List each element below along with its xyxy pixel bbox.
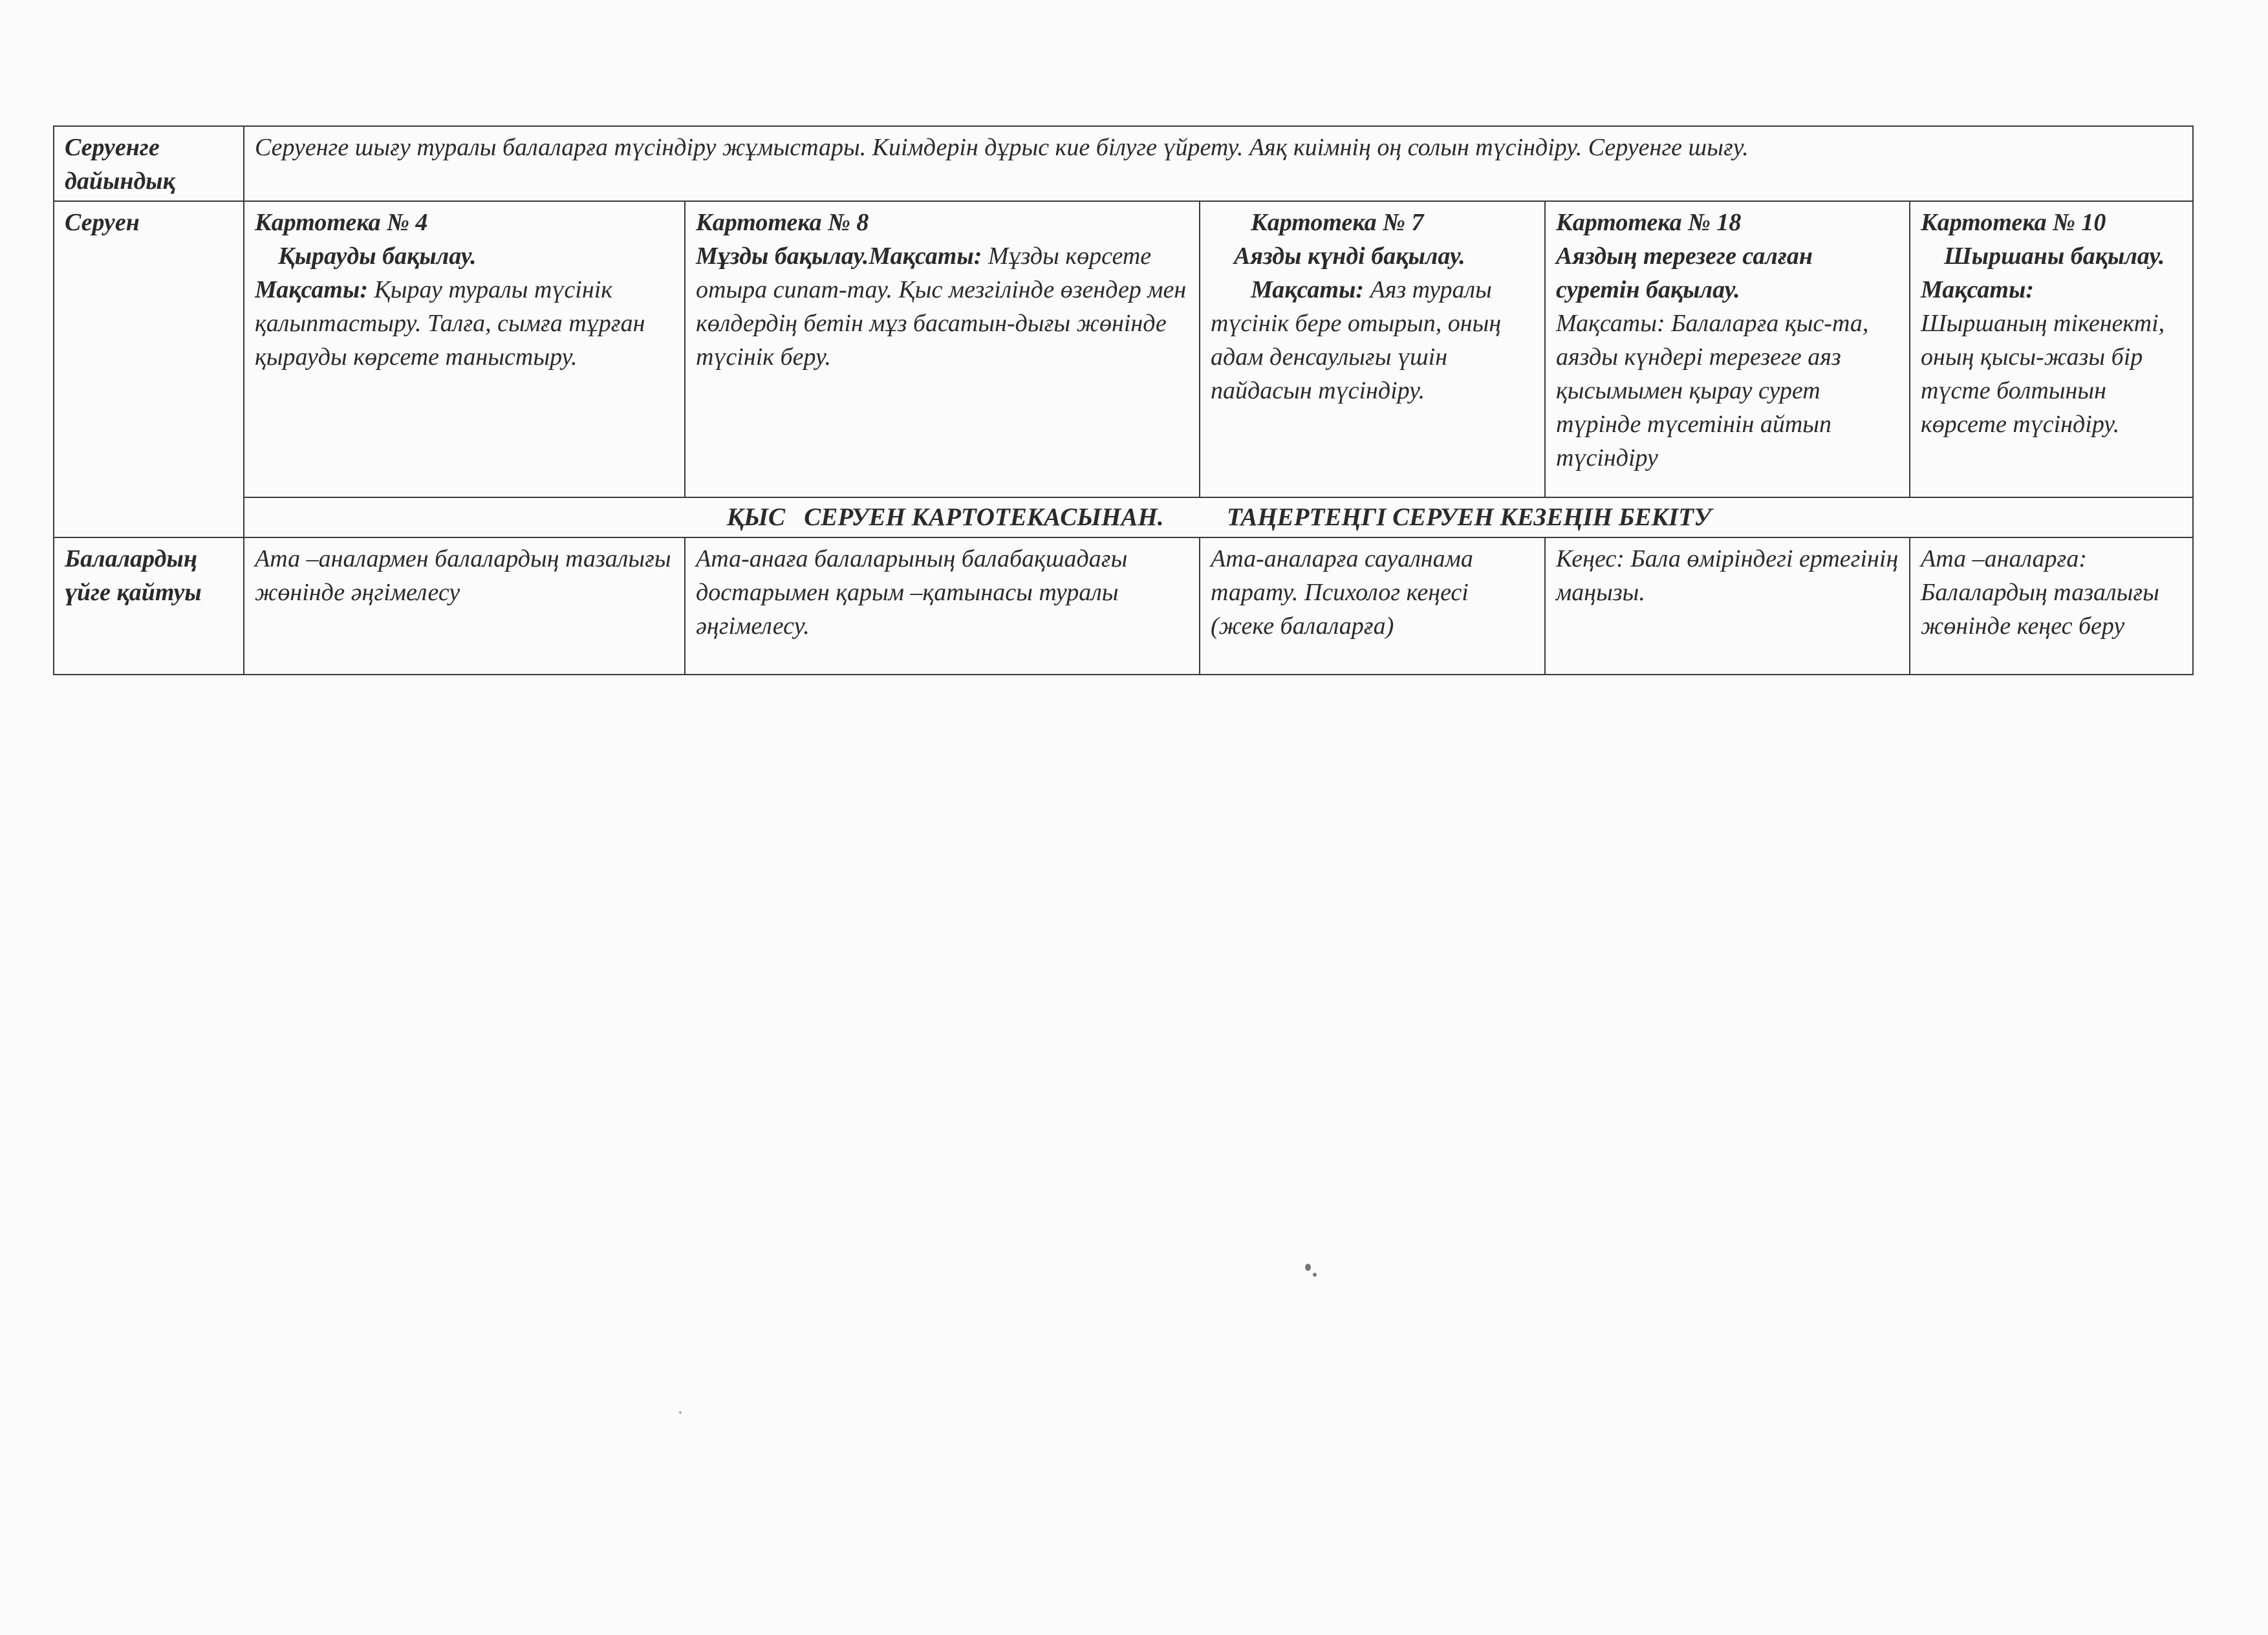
walk-preparation-text: Серуенге шығу туралы балаларға түсіндіру жұмыстары. Киімдерін дұрыс кие білуге үйрету. Аяқ киімнің оң солын түсіндіру. Серуенге шығу.	[244, 126, 2193, 201]
card-subtitle: Шыршаны бақылау.	[1944, 243, 2165, 270]
scan-speck	[679, 1411, 682, 1414]
card-goal-text: Шыршаның тікенекті, оның қысы-жазы бір түсте болтынын көрсете түсіндіру.	[1921, 310, 2165, 438]
home-cell-2: Ата-анаға балаларының балабақшадағы достарымен қарым –қатынасы туралы әңгімелесу.	[685, 537, 1200, 675]
card-title: Картотека № 7	[1251, 209, 1424, 236]
card-goal-text: Балаларға қыс-та, аязды күндері терезеге аяз қысымымен қырау сурет түрінде түсетінін айтып түсіндіру	[1556, 310, 1869, 471]
card-goal-label: Мақсаты:	[1921, 276, 2034, 303]
walk-preparation-row	[54, 126, 2193, 201]
home-cell-1: Ата –аналармен балалардың тазалығы жөнінде әңгімелесу	[244, 537, 685, 675]
card-title: Картотека № 18	[1556, 209, 1742, 236]
going-home-row	[54, 537, 2193, 675]
card-goal-label: Мақсаты:	[1251, 276, 1364, 303]
card-subtitle: Аязды күнді бақылау.	[1234, 243, 1465, 270]
card-goal-text: Аяз туралы түсінік бере отырып, оның адам денсаулығы үшін пайдасын түсіндіру.	[1211, 276, 1502, 404]
card-goal-label: Мақсаты:	[869, 243, 982, 270]
card-goal-label: Мақсаты:	[255, 276, 368, 303]
card-goal-text: Мұзды көрсете отыра сипат-тау. Қыс мезгілінде өзендер мен көлдердің бетін мұз басатын-дығы жөнінде түсінік беру.	[696, 243, 1187, 371]
card-title: Картотека № 8	[696, 209, 869, 236]
card-subtitle: Мұзды бақылау.	[696, 243, 869, 270]
home-cell-4: Кеңес: Бала өміріндегі ертегінің маңызы.	[1545, 537, 1910, 675]
walk-card-18	[1545, 201, 1910, 497]
walk-band-row	[54, 497, 2193, 537]
home-cell-5: Ата –аналарға: Балалардың тазалығы жөнінде кеңес беру	[1910, 537, 2193, 675]
card-goal-text: Қырау туралы түсінік қалыптастыру. Талға, сымға тұрған қырауды көрсете таныстыру.	[255, 276, 645, 371]
walk-card-4	[244, 201, 685, 497]
walk-row	[54, 201, 2193, 497]
scan-speck	[1313, 1273, 1317, 1277]
card-title: Картотека № 4	[255, 209, 428, 236]
card-title: Картотека № 10	[1921, 209, 2106, 236]
card-subtitle: Қырауды бақылау.	[278, 243, 477, 270]
going-home-label: Балалардың үйге қайтуы	[54, 537, 244, 675]
card-goal-label: Мақсаты:	[1556, 310, 1665, 337]
walk-label: Серуен	[54, 201, 244, 537]
winter-walk-band: ҚЫС СЕРУЕН КАРТОТЕКАСЫНАН. ТАҢЕРТЕҢГІ СЕРУЕН КЕЗЕҢІН БЕКІТУ	[244, 497, 2193, 537]
card-subtitle: Аяздың терезеге салған суретін бақылау.	[1556, 243, 1813, 303]
walk-card-8	[685, 201, 1200, 497]
scan-speck	[1305, 1264, 1311, 1271]
walk-preparation-label: Серуенге дайындық	[54, 126, 244, 201]
home-cell-3: Ата-аналарға сауалнама тарату. Психолог кеңесі (жеке балаларға)	[1200, 537, 1545, 675]
walk-card-7	[1200, 201, 1545, 497]
daily-plan-table	[53, 125, 2194, 675]
walk-card-10	[1910, 201, 2193, 497]
